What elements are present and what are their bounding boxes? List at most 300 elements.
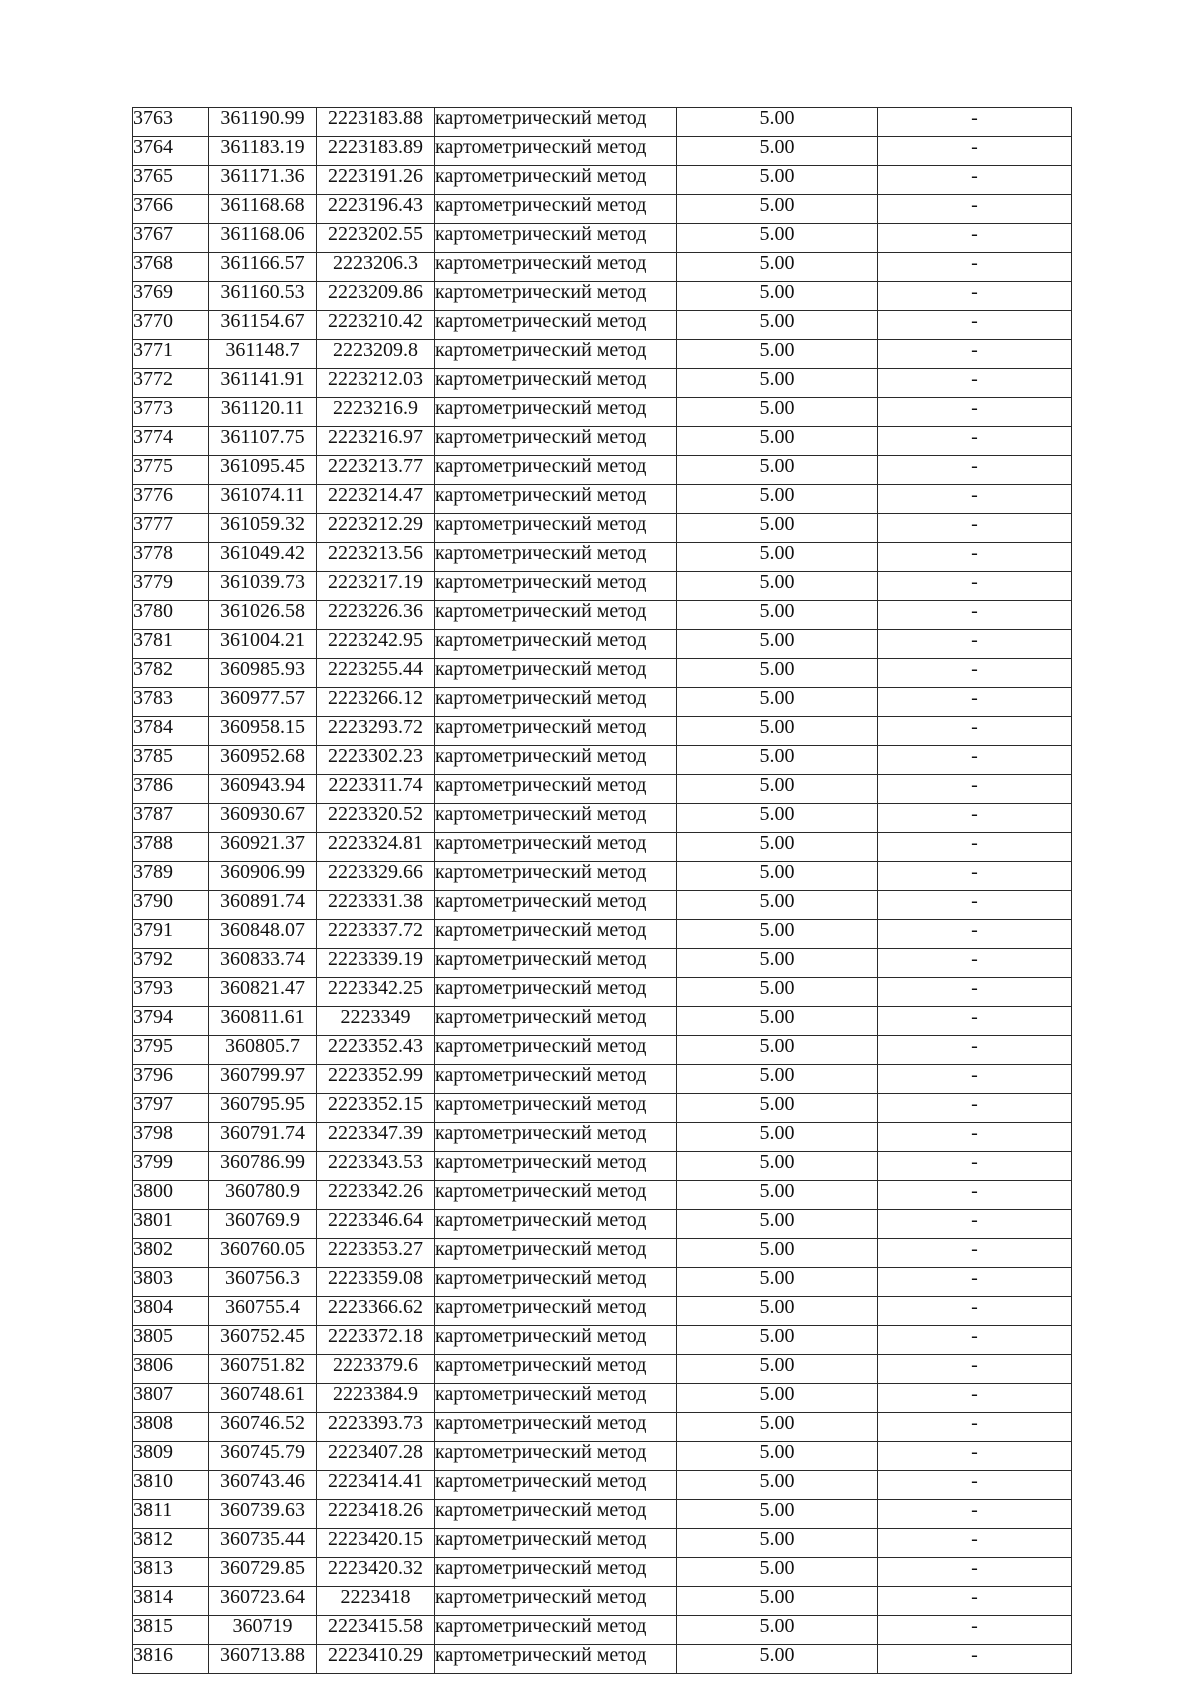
point-number-cell: 3764 — [133, 137, 209, 166]
note-cell: - — [878, 108, 1072, 137]
accuracy-cell: 5.00 — [677, 282, 878, 311]
x-coordinate-cell: 360799.97 — [209, 1065, 317, 1094]
table-row — [133, 1413, 1072, 1442]
note-cell: - — [878, 1297, 1072, 1326]
y-coordinate-cell: 2223346.64 — [317, 1210, 435, 1239]
x-coordinate-cell: 360952.68 — [209, 746, 317, 775]
y-coordinate-cell: 2223414.41 — [317, 1471, 435, 1500]
method-cell: картометрический метод — [435, 688, 677, 717]
method-cell: картометрический метод — [435, 1587, 677, 1616]
x-coordinate-cell: 361160.53 — [209, 282, 317, 311]
x-coordinate-cell: 360729.85 — [209, 1558, 317, 1587]
accuracy-cell: 5.00 — [677, 1529, 878, 1558]
note-cell: - — [878, 1355, 1072, 1384]
y-coordinate-cell: 2223266.12 — [317, 688, 435, 717]
method-cell: картометрический метод — [435, 456, 677, 485]
method-cell: картометрический метод — [435, 514, 677, 543]
note-cell: - — [878, 1500, 1072, 1529]
method-cell: картометрический метод — [435, 311, 677, 340]
point-number-cell: 3815 — [133, 1616, 209, 1645]
note-cell: - — [878, 1268, 1072, 1297]
note-cell: - — [878, 1181, 1072, 1210]
accuracy-cell: 5.00 — [677, 601, 878, 630]
x-coordinate-cell: 360891.74 — [209, 891, 317, 920]
x-coordinate-cell: 361168.06 — [209, 224, 317, 253]
point-number-cell: 3803 — [133, 1268, 209, 1297]
method-cell: картометрический метод — [435, 1210, 677, 1239]
x-coordinate-cell: 360745.79 — [209, 1442, 317, 1471]
point-number-cell: 3792 — [133, 949, 209, 978]
note-cell: - — [878, 1239, 1072, 1268]
note-cell: - — [878, 1587, 1072, 1616]
point-number-cell: 3805 — [133, 1326, 209, 1355]
method-cell: картометрический метод — [435, 1442, 677, 1471]
point-number-cell: 3776 — [133, 485, 209, 514]
method-cell: картометрический метод — [435, 775, 677, 804]
method-cell: картометрический метод — [435, 978, 677, 1007]
y-coordinate-cell: 2223415.58 — [317, 1616, 435, 1645]
x-coordinate-cell: 361120.11 — [209, 398, 317, 427]
y-coordinate-cell: 2223216.9 — [317, 398, 435, 427]
table-row — [133, 514, 1072, 543]
x-coordinate-cell: 361059.32 — [209, 514, 317, 543]
note-cell: - — [878, 891, 1072, 920]
point-number-cell: 3767 — [133, 224, 209, 253]
table-row — [133, 543, 1072, 572]
accuracy-cell: 5.00 — [677, 1616, 878, 1645]
y-coordinate-cell: 2223420.32 — [317, 1558, 435, 1587]
x-coordinate-cell: 361039.73 — [209, 572, 317, 601]
y-coordinate-cell: 2223302.23 — [317, 746, 435, 775]
table-row — [133, 1210, 1072, 1239]
x-coordinate-cell: 361183.19 — [209, 137, 317, 166]
point-number-cell: 3763 — [133, 108, 209, 137]
point-number-cell: 3772 — [133, 369, 209, 398]
x-coordinate-cell: 360958.15 — [209, 717, 317, 746]
point-number-cell: 3816 — [133, 1645, 209, 1674]
note-cell: - — [878, 1152, 1072, 1181]
method-cell: картометрический метод — [435, 427, 677, 456]
x-coordinate-cell: 360746.52 — [209, 1413, 317, 1442]
point-number-cell: 3795 — [133, 1036, 209, 1065]
y-coordinate-cell: 2223213.56 — [317, 543, 435, 572]
x-coordinate-cell: 360752.45 — [209, 1326, 317, 1355]
x-coordinate-cell: 360811.61 — [209, 1007, 317, 1036]
accuracy-cell: 5.00 — [677, 485, 878, 514]
x-coordinate-cell: 361148.7 — [209, 340, 317, 369]
x-coordinate-cell: 361026.58 — [209, 601, 317, 630]
table-row — [133, 1355, 1072, 1384]
point-number-cell: 3798 — [133, 1123, 209, 1152]
table-row — [133, 659, 1072, 688]
point-number-cell: 3781 — [133, 630, 209, 659]
point-number-cell: 3780 — [133, 601, 209, 630]
method-cell: картометрический метод — [435, 1529, 677, 1558]
point-number-cell: 3768 — [133, 253, 209, 282]
x-coordinate-cell: 361004.21 — [209, 630, 317, 659]
accuracy-cell: 5.00 — [677, 340, 878, 369]
note-cell: - — [878, 1326, 1072, 1355]
method-cell: картометрический метод — [435, 1500, 677, 1529]
note-cell: - — [878, 224, 1072, 253]
method-cell: картометрический метод — [435, 398, 677, 427]
x-coordinate-cell: 361095.45 — [209, 456, 317, 485]
point-number-cell: 3810 — [133, 1471, 209, 1500]
note-cell: - — [878, 485, 1072, 514]
point-number-cell: 3808 — [133, 1413, 209, 1442]
table-row — [133, 224, 1072, 253]
point-number-cell: 3796 — [133, 1065, 209, 1094]
table-row — [133, 1326, 1072, 1355]
table-row — [133, 630, 1072, 659]
y-coordinate-cell: 2223339.19 — [317, 949, 435, 978]
x-coordinate-cell: 361190.99 — [209, 108, 317, 137]
method-cell: картометрический метод — [435, 1036, 677, 1065]
point-number-cell: 3807 — [133, 1384, 209, 1413]
document-page — [132, 107, 1071, 1674]
y-coordinate-cell: 2223209.8 — [317, 340, 435, 369]
x-coordinate-cell: 360943.94 — [209, 775, 317, 804]
method-cell: картометрический метод — [435, 1007, 677, 1036]
table-row — [133, 949, 1072, 978]
method-cell: картометрический метод — [435, 1065, 677, 1094]
note-cell: - — [878, 427, 1072, 456]
method-cell: картометрический метод — [435, 485, 677, 514]
method-cell: картометрический метод — [435, 369, 677, 398]
table-row — [133, 195, 1072, 224]
coordinates-table-body — [133, 108, 1072, 1674]
table-row — [133, 833, 1072, 862]
y-coordinate-cell: 2223342.25 — [317, 978, 435, 1007]
point-number-cell: 3814 — [133, 1587, 209, 1616]
note-cell: - — [878, 166, 1072, 195]
y-coordinate-cell: 2223183.88 — [317, 108, 435, 137]
y-coordinate-cell: 2223209.86 — [317, 282, 435, 311]
x-coordinate-cell: 360723.64 — [209, 1587, 317, 1616]
method-cell: картометрический метод — [435, 1297, 677, 1326]
point-number-cell: 3787 — [133, 804, 209, 833]
table-row — [133, 1268, 1072, 1297]
method-cell: картометрический метод — [435, 1094, 677, 1123]
table-row — [133, 1442, 1072, 1471]
method-cell: картометрический метод — [435, 195, 677, 224]
point-number-cell: 3765 — [133, 166, 209, 195]
note-cell: - — [878, 601, 1072, 630]
point-number-cell: 3784 — [133, 717, 209, 746]
method-cell: картометрический метод — [435, 920, 677, 949]
y-coordinate-cell: 2223331.38 — [317, 891, 435, 920]
y-coordinate-cell: 2223242.95 — [317, 630, 435, 659]
accuracy-cell: 5.00 — [677, 253, 878, 282]
accuracy-cell: 5.00 — [677, 862, 878, 891]
accuracy-cell: 5.00 — [677, 891, 878, 920]
accuracy-cell: 5.00 — [677, 1355, 878, 1384]
accuracy-cell: 5.00 — [677, 1094, 878, 1123]
point-number-cell: 3783 — [133, 688, 209, 717]
note-cell: - — [878, 1094, 1072, 1123]
table-row — [133, 1297, 1072, 1326]
table-row — [133, 1181, 1072, 1210]
point-number-cell: 3769 — [133, 282, 209, 311]
x-coordinate-cell: 360743.46 — [209, 1471, 317, 1500]
accuracy-cell: 5.00 — [677, 1210, 878, 1239]
accuracy-cell: 5.00 — [677, 1645, 878, 1674]
y-coordinate-cell: 2223320.52 — [317, 804, 435, 833]
y-coordinate-cell: 2223213.77 — [317, 456, 435, 485]
y-coordinate-cell: 2223324.81 — [317, 833, 435, 862]
note-cell: - — [878, 137, 1072, 166]
y-coordinate-cell: 2223226.36 — [317, 601, 435, 630]
method-cell: картометрический метод — [435, 1384, 677, 1413]
note-cell: - — [878, 253, 1072, 282]
accuracy-cell: 5.00 — [677, 398, 878, 427]
point-number-cell: 3800 — [133, 1181, 209, 1210]
y-coordinate-cell: 2223191.26 — [317, 166, 435, 195]
x-coordinate-cell: 360795.95 — [209, 1094, 317, 1123]
note-cell: - — [878, 688, 1072, 717]
note-cell: - — [878, 1616, 1072, 1645]
point-number-cell: 3812 — [133, 1529, 209, 1558]
method-cell: картометрический метод — [435, 804, 677, 833]
y-coordinate-cell: 2223343.53 — [317, 1152, 435, 1181]
x-coordinate-cell: 360713.88 — [209, 1645, 317, 1674]
accuracy-cell: 5.00 — [677, 1587, 878, 1616]
table-row — [133, 775, 1072, 804]
point-number-cell: 3774 — [133, 427, 209, 456]
accuracy-cell: 5.00 — [677, 978, 878, 1007]
table-row — [133, 572, 1072, 601]
method-cell: картометрический метод — [435, 862, 677, 891]
note-cell: - — [878, 1384, 1072, 1413]
x-coordinate-cell: 360848.07 — [209, 920, 317, 949]
y-coordinate-cell: 2223352.99 — [317, 1065, 435, 1094]
accuracy-cell: 5.00 — [677, 775, 878, 804]
accuracy-cell: 5.00 — [677, 1413, 878, 1442]
note-cell: - — [878, 572, 1072, 601]
y-coordinate-cell: 2223183.89 — [317, 137, 435, 166]
y-coordinate-cell: 2223384.9 — [317, 1384, 435, 1413]
y-coordinate-cell: 2223212.03 — [317, 369, 435, 398]
method-cell: картометрический метод — [435, 1123, 677, 1152]
point-number-cell: 3794 — [133, 1007, 209, 1036]
point-number-cell: 3777 — [133, 514, 209, 543]
note-cell: - — [878, 1471, 1072, 1500]
point-number-cell: 3789 — [133, 862, 209, 891]
method-cell: картометрический метод — [435, 1471, 677, 1500]
accuracy-cell: 5.00 — [677, 1181, 878, 1210]
method-cell: картометрический метод — [435, 166, 677, 195]
method-cell: картометрический метод — [435, 224, 677, 253]
note-cell: - — [878, 775, 1072, 804]
table-row — [133, 1616, 1072, 1645]
note-cell: - — [878, 1210, 1072, 1239]
x-coordinate-cell: 360760.05 — [209, 1239, 317, 1268]
method-cell: картометрический метод — [435, 108, 677, 137]
point-number-cell: 3766 — [133, 195, 209, 224]
accuracy-cell: 5.00 — [677, 456, 878, 485]
table-row — [133, 166, 1072, 195]
x-coordinate-cell: 360921.37 — [209, 833, 317, 862]
accuracy-cell: 5.00 — [677, 1268, 878, 1297]
method-cell: картометрический метод — [435, 1239, 677, 1268]
y-coordinate-cell: 2223379.6 — [317, 1355, 435, 1384]
x-coordinate-cell: 360780.9 — [209, 1181, 317, 1210]
table-row — [133, 1152, 1072, 1181]
accuracy-cell: 5.00 — [677, 1500, 878, 1529]
accuracy-cell: 5.00 — [677, 1384, 878, 1413]
note-cell: - — [878, 514, 1072, 543]
accuracy-cell: 5.00 — [677, 224, 878, 253]
method-cell: картометрический метод — [435, 1645, 677, 1674]
point-number-cell: 3811 — [133, 1500, 209, 1529]
table-row — [133, 717, 1072, 746]
accuracy-cell: 5.00 — [677, 804, 878, 833]
note-cell: - — [878, 949, 1072, 978]
x-coordinate-cell: 360791.74 — [209, 1123, 317, 1152]
y-coordinate-cell: 2223293.72 — [317, 717, 435, 746]
table-row — [133, 804, 1072, 833]
x-coordinate-cell: 360977.57 — [209, 688, 317, 717]
accuracy-cell: 5.00 — [677, 1326, 878, 1355]
x-coordinate-cell: 361049.42 — [209, 543, 317, 572]
accuracy-cell: 5.00 — [677, 137, 878, 166]
note-cell: - — [878, 1645, 1072, 1674]
table-row — [133, 1123, 1072, 1152]
point-number-cell: 3797 — [133, 1094, 209, 1123]
x-coordinate-cell: 361171.36 — [209, 166, 317, 195]
point-number-cell: 3806 — [133, 1355, 209, 1384]
accuracy-cell: 5.00 — [677, 427, 878, 456]
accuracy-cell: 5.00 — [677, 630, 878, 659]
accuracy-cell: 5.00 — [677, 659, 878, 688]
x-coordinate-cell: 361168.68 — [209, 195, 317, 224]
point-number-cell: 3773 — [133, 398, 209, 427]
method-cell: картометрический метод — [435, 659, 677, 688]
table-row — [133, 891, 1072, 920]
table-row — [133, 1645, 1072, 1674]
x-coordinate-cell: 360805.7 — [209, 1036, 317, 1065]
note-cell: - — [878, 978, 1072, 1007]
coordinates-table — [132, 107, 1072, 1674]
x-coordinate-cell: 360985.93 — [209, 659, 317, 688]
point-number-cell: 3778 — [133, 543, 209, 572]
note-cell: - — [878, 1036, 1072, 1065]
point-number-cell: 3793 — [133, 978, 209, 1007]
accuracy-cell: 5.00 — [677, 949, 878, 978]
accuracy-cell: 5.00 — [677, 746, 878, 775]
note-cell: - — [878, 1442, 1072, 1471]
accuracy-cell: 5.00 — [677, 311, 878, 340]
note-cell: - — [878, 630, 1072, 659]
point-number-cell: 3791 — [133, 920, 209, 949]
table-row — [133, 282, 1072, 311]
x-coordinate-cell: 360786.99 — [209, 1152, 317, 1181]
note-cell: - — [878, 833, 1072, 862]
point-number-cell: 3813 — [133, 1558, 209, 1587]
method-cell: картометрический метод — [435, 543, 677, 572]
x-coordinate-cell: 360769.9 — [209, 1210, 317, 1239]
y-coordinate-cell: 2223359.08 — [317, 1268, 435, 1297]
table-row — [133, 920, 1072, 949]
x-coordinate-cell: 361166.57 — [209, 253, 317, 282]
table-row — [133, 369, 1072, 398]
table-row — [133, 1065, 1072, 1094]
method-cell: картометрический метод — [435, 1268, 677, 1297]
note-cell: - — [878, 1413, 1072, 1442]
note-cell: - — [878, 340, 1072, 369]
method-cell: картометрический метод — [435, 282, 677, 311]
note-cell: - — [878, 1123, 1072, 1152]
method-cell: картометрический метод — [435, 630, 677, 659]
y-coordinate-cell: 2223196.43 — [317, 195, 435, 224]
y-coordinate-cell: 2223352.43 — [317, 1036, 435, 1065]
y-coordinate-cell: 2223349 — [317, 1007, 435, 1036]
x-coordinate-cell: 361107.75 — [209, 427, 317, 456]
accuracy-cell: 5.00 — [677, 1442, 878, 1471]
y-coordinate-cell: 2223202.55 — [317, 224, 435, 253]
table-row — [133, 1558, 1072, 1587]
table-row — [133, 688, 1072, 717]
method-cell: картометрический метод — [435, 949, 677, 978]
note-cell: - — [878, 369, 1072, 398]
x-coordinate-cell: 361074.11 — [209, 485, 317, 514]
x-coordinate-cell: 360821.47 — [209, 978, 317, 1007]
note-cell: - — [878, 311, 1072, 340]
accuracy-cell: 5.00 — [677, 1558, 878, 1587]
method-cell: картометрический метод — [435, 601, 677, 630]
point-number-cell: 3802 — [133, 1239, 209, 1268]
y-coordinate-cell: 2223353.27 — [317, 1239, 435, 1268]
y-coordinate-cell: 2223407.28 — [317, 1442, 435, 1471]
table-row — [133, 340, 1072, 369]
y-coordinate-cell: 2223329.66 — [317, 862, 435, 891]
accuracy-cell: 5.00 — [677, 1123, 878, 1152]
note-cell: - — [878, 456, 1072, 485]
table-row — [133, 253, 1072, 282]
accuracy-cell: 5.00 — [677, 572, 878, 601]
x-coordinate-cell: 360751.82 — [209, 1355, 317, 1384]
note-cell: - — [878, 659, 1072, 688]
note-cell: - — [878, 1558, 1072, 1587]
x-coordinate-cell: 361154.67 — [209, 311, 317, 340]
x-coordinate-cell: 360930.67 — [209, 804, 317, 833]
method-cell: картометрический метод — [435, 833, 677, 862]
table-row — [133, 1094, 1072, 1123]
y-coordinate-cell: 2223418.26 — [317, 1500, 435, 1529]
table-row — [133, 1239, 1072, 1268]
note-cell: - — [878, 1065, 1072, 1094]
accuracy-cell: 5.00 — [677, 1065, 878, 1094]
x-coordinate-cell: 360756.3 — [209, 1268, 317, 1297]
table-row — [133, 311, 1072, 340]
y-coordinate-cell: 2223255.44 — [317, 659, 435, 688]
table-row — [133, 108, 1072, 137]
x-coordinate-cell: 360739.63 — [209, 1500, 317, 1529]
method-cell: картометрический метод — [435, 717, 677, 746]
point-number-cell: 3790 — [133, 891, 209, 920]
method-cell: картометрический метод — [435, 572, 677, 601]
y-coordinate-cell: 2223410.29 — [317, 1645, 435, 1674]
accuracy-cell: 5.00 — [677, 833, 878, 862]
method-cell: картометрический метод — [435, 137, 677, 166]
note-cell: - — [878, 862, 1072, 891]
table-row — [133, 1036, 1072, 1065]
x-coordinate-cell: 361141.91 — [209, 369, 317, 398]
point-number-cell: 3804 — [133, 1297, 209, 1326]
y-coordinate-cell: 2223366.62 — [317, 1297, 435, 1326]
x-coordinate-cell: 360748.61 — [209, 1384, 317, 1413]
note-cell: - — [878, 804, 1072, 833]
